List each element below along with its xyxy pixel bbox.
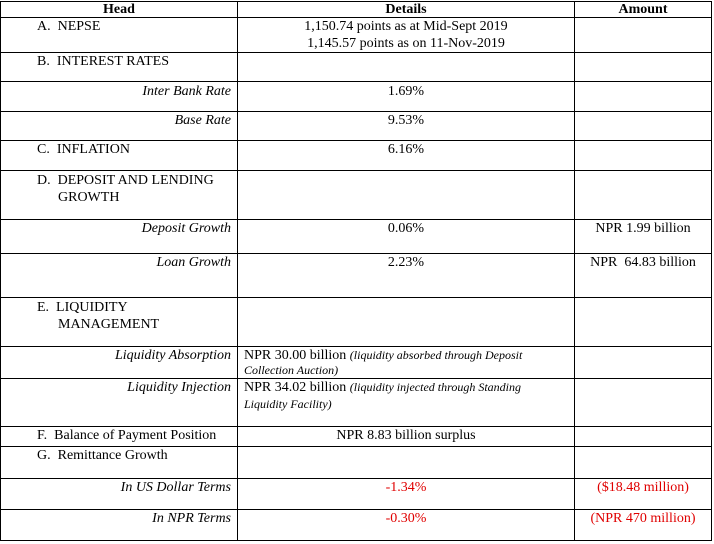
nepse-detail-2: 1,145.57 points as on 11-Nov-2019 <box>307 36 505 51</box>
row-label-interest-rates: B. INTEREST RATES <box>37 54 169 69</box>
row-label-inflation: C. INFLATION <box>37 142 130 157</box>
row-divider <box>0 81 712 82</box>
liquidity-injection-note-1: (liquidity injected through Standing <box>349 380 521 394</box>
liquidity-injection-detail <box>244 379 521 396</box>
table-border-left <box>0 1 1 541</box>
npr-terms-amount: (NPR 470 million) <box>590 511 696 526</box>
row-divider <box>0 170 712 171</box>
row-label-npr-terms: In NPR Terms <box>152 511 231 526</box>
row-label-inter-bank-rate: Inter Bank Rate <box>142 84 231 99</box>
liquidity-absorption-note-1: (liquidity absorbed through Deposit <box>349 348 523 362</box>
balance-of-payment-value: NPR 8.83 billion surplus <box>336 428 476 443</box>
row-label-deposit-growth: Deposit Growth <box>141 221 231 236</box>
row-label-liquidity-injection: Liquidity Injection <box>127 380 231 395</box>
row-divider <box>0 297 712 298</box>
row-label-loan-growth: Loan Growth <box>156 255 231 270</box>
table-border-bottom <box>0 540 712 541</box>
row-label-balance-of-payment: F. Balance of Payment Position <box>37 428 217 443</box>
deposit-growth-value: 0.06% <box>387 221 425 236</box>
column-header-details: Details <box>385 2 427 17</box>
row-label-liquidity-line-2: MANAGEMENT <box>58 317 160 332</box>
liquidity-injection-value: NPR 34.02 billion <box>244 380 347 395</box>
table-border-right <box>711 1 712 541</box>
column-divider <box>237 1 238 541</box>
liquidity-injection-note-2: Liquidity Facility) <box>244 397 332 411</box>
inflation-value: 6.16% <box>387 142 425 157</box>
row-label-nepse: A. NEPSE <box>37 19 101 34</box>
deposit-growth-amount: NPR 1.99 billion <box>595 221 691 236</box>
npr-terms-value: -0.30% <box>385 511 427 526</box>
us-dollar-terms-value: -1.34% <box>385 480 427 495</box>
row-label-deposit-lending-line-2: GROWTH <box>58 190 120 205</box>
inter-bank-rate-value: 1.69% <box>387 84 425 99</box>
loan-growth-value: 2.23% <box>387 255 425 270</box>
base-rate-value: 9.53% <box>387 113 425 128</box>
row-label-deposit-lending-line-1: D. DEPOSIT AND LENDING <box>37 173 214 188</box>
loan-growth-amount: NPR 64.83 billion <box>590 255 696 270</box>
column-header-head: Head <box>103 2 135 17</box>
row-label-liquidity-line-1: E. LIQUIDITY <box>37 300 128 315</box>
liquidity-absorption-value: NPR 30.00 billion <box>244 348 347 363</box>
column-divider <box>574 1 575 541</box>
us-dollar-terms-amount: ($18.48 million) <box>597 480 689 495</box>
liquidity-absorption-note-2: Collection Auction) <box>244 363 339 377</box>
row-label-us-dollar-terms: In US Dollar Terms <box>120 480 231 495</box>
row-label-liquidity-absorption: Liquidity Absorption <box>114 348 231 363</box>
nepse-detail-1: 1,150.74 points as at Mid-Sept 2019 <box>304 19 508 34</box>
row-label-remittance-growth: G. Remittance Growth <box>37 448 168 463</box>
row-label-base-rate: Base Rate <box>174 113 231 128</box>
column-header-amount: Amount <box>618 2 668 17</box>
